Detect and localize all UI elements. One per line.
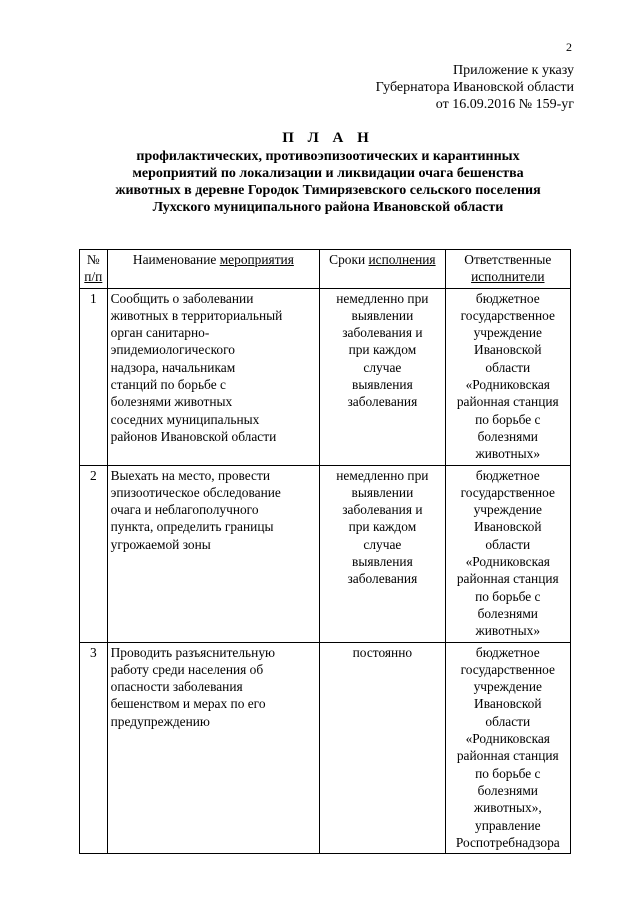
annex-header xyxy=(376,62,574,113)
row-activity-line: Проводить разъяснительную xyxy=(110,644,276,660)
row-activity-line: опасности заболевания xyxy=(110,679,243,695)
row-responsible-line: по борьбе с xyxy=(475,588,541,604)
row-responsible-line: бюджетное xyxy=(475,467,540,483)
row-term-line: случае xyxy=(363,536,402,552)
row-term-line: немедленно при xyxy=(336,290,429,306)
row-responsible-line: бюджетное xyxy=(475,644,540,660)
row-responsible-line: животных» xyxy=(475,446,541,462)
row-responsible-line: животных» xyxy=(475,623,541,639)
row-responsible-line: государственное xyxy=(460,307,555,323)
row-responsible-line: районная станция xyxy=(456,571,559,587)
row-activity-line: районов Ивановской области xyxy=(110,428,277,444)
title-main: П Л А Н xyxy=(282,130,374,146)
row-activity-line: угрожаемой зоны xyxy=(110,536,211,552)
row-term-line: выявлении xyxy=(351,307,414,323)
row-responsible-line: государственное xyxy=(460,484,555,500)
row-activity xyxy=(107,465,320,642)
row-activity-line: бешенством и мерах по его xyxy=(110,696,266,712)
title-line-1: профилактических, противоэпизоотических и карантинных xyxy=(136,149,520,164)
row-responsible-line: животных», xyxy=(473,800,542,816)
row-activity-line: работу среди населения об xyxy=(110,661,264,677)
row-responsible-line: по борьбе с xyxy=(475,411,541,427)
header-name: Наименование мероприятия xyxy=(107,250,320,289)
row-responsible-line: Роспотребнадзора xyxy=(455,834,560,850)
row-activity-line: Сообщить о заболевании xyxy=(110,290,254,306)
row-activity-line: соседних муниципальных xyxy=(110,411,260,427)
header-responsible: Ответственные исполнители xyxy=(445,250,570,289)
row-responsible xyxy=(445,288,570,465)
row-term-line: выявления xyxy=(352,554,413,570)
row-activity xyxy=(107,642,320,854)
row-responsible-line: учреждение xyxy=(473,325,542,341)
row-responsible-line: болезнями xyxy=(477,428,538,444)
row-term xyxy=(320,288,445,465)
row-term-line: постоянно xyxy=(352,644,413,660)
row-responsible-line: учреждение xyxy=(473,502,542,518)
row-responsible-line: болезнями xyxy=(477,605,538,621)
title-line-3: животных в деревне Городок Тимирязевского сельского поселения xyxy=(115,183,541,198)
row-responsible-line: болезнями xyxy=(477,782,538,798)
row-responsible-line: Ивановской xyxy=(474,696,542,712)
row-activity-line: эпидемиологического xyxy=(110,342,235,358)
row-responsible-line: бюджетное xyxy=(475,290,540,306)
row-responsible-line: по борьбе с xyxy=(475,765,541,781)
row-responsible-line: области xyxy=(485,713,531,729)
row-activity-line: надзора, начальникам xyxy=(110,359,236,375)
row-term-line: заболевания xyxy=(347,394,418,410)
annex-line-1: Приложение к указу xyxy=(453,63,574,78)
header-num: № п/п xyxy=(80,250,108,289)
title-line-2: мероприятий по локализации и ликвидации очага бешенства xyxy=(132,166,524,181)
plan-table xyxy=(79,249,571,854)
row-responsible-line: области xyxy=(485,536,531,552)
row-activity-line: Выехать на место, провести xyxy=(110,467,270,483)
row-activity-line: пункта, определить границы xyxy=(110,519,274,535)
row-number: 2 xyxy=(80,465,108,642)
row-activity-line: животных в территориальный xyxy=(110,307,283,323)
row-activity xyxy=(107,288,320,465)
table-header-row xyxy=(80,250,571,289)
row-term xyxy=(320,642,445,854)
row-activity-line: болезнями животных xyxy=(110,394,233,410)
row-responsible-line: «Родниковская xyxy=(465,377,550,393)
row-activity-line: станций по борьбе с xyxy=(110,377,226,393)
document-title xyxy=(90,130,566,216)
row-responsible-line: Ивановской xyxy=(474,519,542,535)
row-term-line: случае xyxy=(363,359,402,375)
table-row xyxy=(80,288,571,465)
row-term-line: при каждом xyxy=(348,519,417,535)
row-term-line: заболевания и xyxy=(342,502,423,518)
row-term-line: при каждом xyxy=(348,342,417,358)
row-activity-line: предупреждению xyxy=(110,713,210,729)
row-term-line: заболевания xyxy=(347,571,418,587)
row-responsible-line: учреждение xyxy=(473,679,542,695)
annex-line-2: Губернатора Ивановской области xyxy=(375,80,574,95)
row-responsible-line: управление xyxy=(475,817,541,833)
row-responsible-line: государственное xyxy=(460,661,555,677)
annex-line-3: от 16.09.2016 № 159-уг xyxy=(435,97,574,112)
row-activity-line: орган санитарно- xyxy=(110,325,210,341)
row-term-line: заболевания и xyxy=(342,325,423,341)
page-number: 2 xyxy=(566,40,572,54)
row-responsible-line: «Родниковская xyxy=(465,554,550,570)
row-term-line: выявлении xyxy=(351,484,414,500)
row-term-line: выявления xyxy=(352,377,413,393)
row-term-line: немедленно при xyxy=(336,467,429,483)
row-responsible-line: Ивановской xyxy=(474,342,542,358)
row-number: 3 xyxy=(80,642,108,854)
row-number: 1 xyxy=(80,288,108,465)
row-responsible-line: «Родниковская xyxy=(465,731,550,747)
row-responsible-line: районная станция xyxy=(456,748,559,764)
row-responsible-line: области xyxy=(485,359,531,375)
title-line-4: Лухского муниципального района Ивановской области xyxy=(152,200,504,215)
table-row xyxy=(80,642,571,854)
row-responsible xyxy=(445,642,570,854)
header-term: Сроки исполнения xyxy=(320,250,445,289)
table-row xyxy=(80,465,571,642)
row-activity-line: эпизоотическое обследование xyxy=(110,484,281,500)
row-term xyxy=(320,465,445,642)
row-responsible xyxy=(445,465,570,642)
table-body xyxy=(80,288,571,854)
row-activity-line: очага и неблагополучного xyxy=(110,502,259,518)
row-responsible-line: районная станция xyxy=(456,394,559,410)
